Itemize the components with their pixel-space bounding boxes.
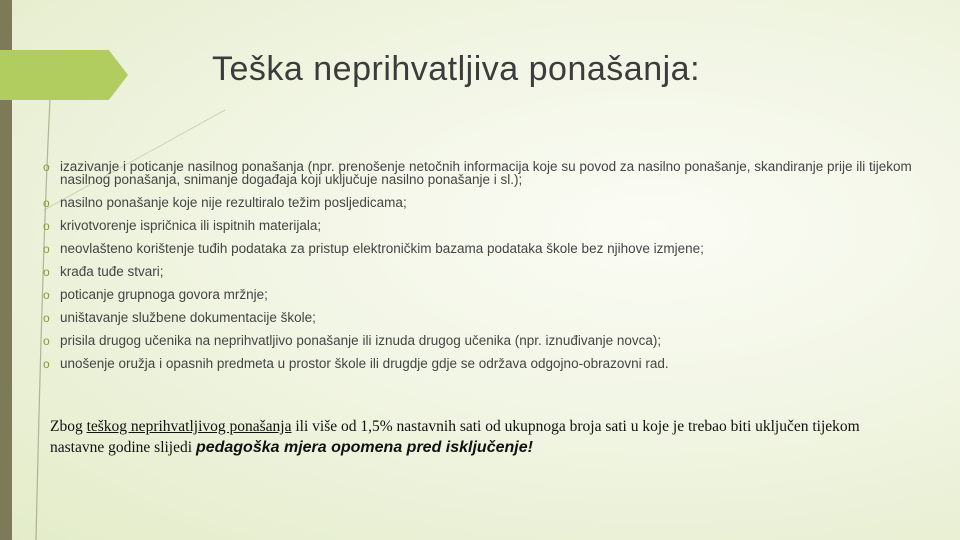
list-item-text: uništavanje službene dokumentacije škole;	[60, 310, 316, 325]
slide-title: Teška neprihvatljiva ponašanja:	[212, 50, 701, 88]
consequence-note	[50, 416, 910, 458]
list-item	[43, 287, 926, 302]
list-item	[43, 195, 926, 210]
bullet-marker: o	[43, 265, 50, 279]
list-item-text: neovlašteno korištenje tuđih podataka za pristup elektroničkim bazama podataka škole bez njihove izmjene;	[60, 241, 704, 256]
list-item	[43, 356, 926, 371]
bullet-marker: o	[43, 242, 50, 256]
note-underlined: teškog neprihvatljivog ponašanja	[86, 418, 292, 435]
bullet-marker: o	[43, 311, 50, 325]
list-item-text: krađa tuđe stvari;	[60, 264, 164, 279]
list-item	[43, 310, 926, 325]
behaviour-list	[43, 159, 926, 371]
bullet-marker: o	[43, 196, 50, 210]
list-item	[43, 264, 926, 279]
list-item-text: poticanje grupnoga govora mržnje;	[60, 287, 268, 302]
list-item-text: prisila drugog učenika na neprihvatljivo ponašanje ili iznuda drugog učenika (npr. iznuđivanje novca);	[60, 333, 662, 348]
note-emphasis: pedagoška mjera opomena pred isključenje!	[195, 439, 533, 456]
list-item	[43, 159, 926, 187]
list-item	[43, 333, 926, 348]
note-prefix: Zbog	[50, 418, 87, 435]
bullet-marker: o	[43, 334, 50, 348]
bullet-marker: o	[43, 219, 50, 233]
note-middle: ili više od 1,5% nastavnih sati od ukupnoga broja sati u koje je trebao biti uključen tijekom nastavne godine slijedi	[50, 418, 860, 456]
bullet-marker: o	[43, 288, 50, 302]
list-item-text: krivotvorenje ispričnica ili ispitnih materijala;	[60, 218, 322, 233]
list-item-text: nasilno ponašanje koje nije rezultiralo težim posljedicama;	[60, 195, 407, 210]
list-item	[43, 218, 926, 233]
list-item-text: izazivanje i poticanje nasilnog ponašanja (npr. prenošenje netočnih informacija koje su povod za nasilno ponašanje, skandiranje prije ili tijekom nasilnog ponašanja, snimanje događaja koji uključuje nasilno ponašanje i sl.);	[60, 159, 912, 187]
list-item	[43, 241, 926, 256]
bullet-marker: o	[43, 160, 50, 174]
list-item-text: unošenje oružja i opasnih predmeta u prostor škole ili drugdje gdje se održava odgojno-obrazovni rad.	[60, 356, 669, 371]
bullet-marker: o	[43, 357, 50, 371]
